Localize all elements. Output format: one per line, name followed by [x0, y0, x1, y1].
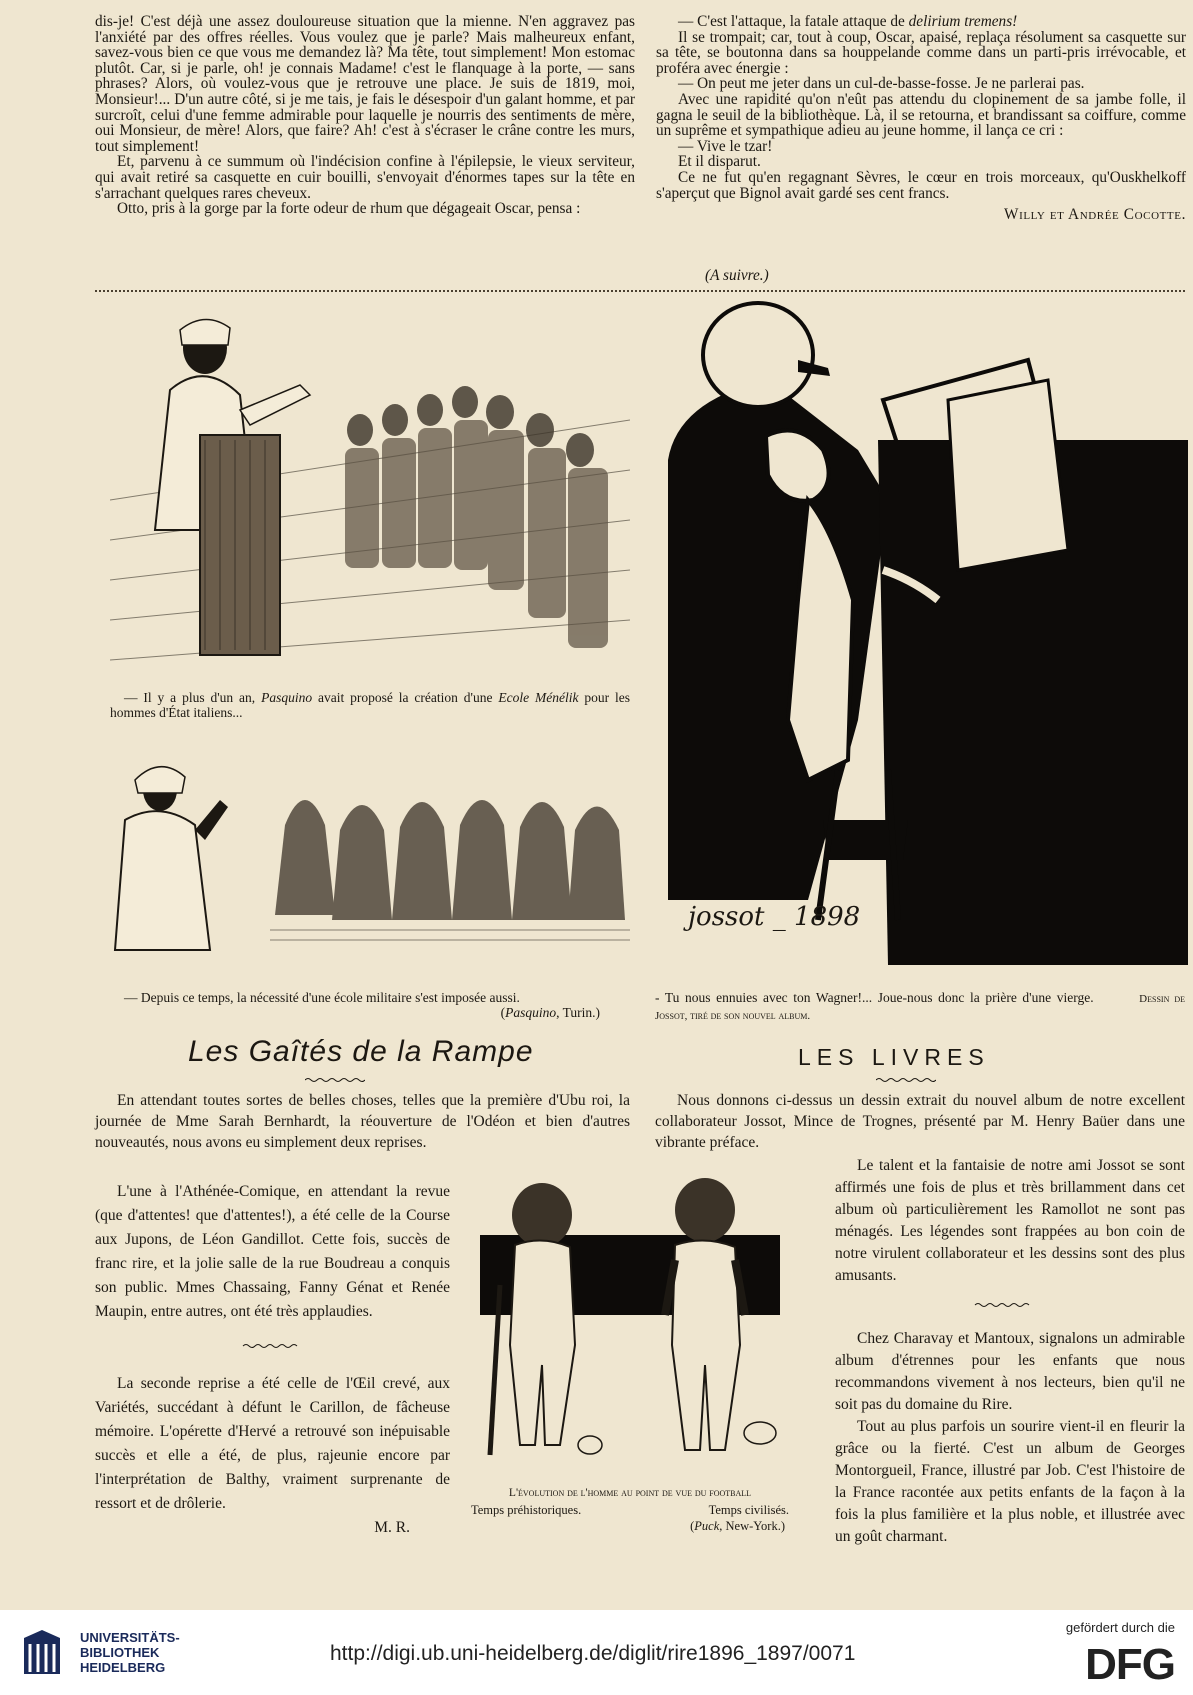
top-left-column	[95, 14, 635, 217]
caption-text: - Tu nous ennuies avec ton Wagner!... Joue-nous donc la prière d'une vierge.	[655, 990, 1094, 1005]
heading-gaites-de-la-rampe: Les Gaîtés de la Rampe	[188, 1035, 534, 1068]
paragraph: En attendant toutes sortes de belles choses, telles que la première d'Ubu roi, la journée de Mme Sarah Bernhardt, la réouverture de l'Odéon et bien d'autres nouveautés, nous avons eu simplement deux reprises.	[95, 1092, 630, 1151]
paragraph: Avec une rapidité qu'on n'eût pas attendu du clopinement de sa jambe folle, il gagna le seuil de la bibliothèque. Là, il se retourna, et brandissant sa coiffure, comme un suprême et sympathique adieu au jeune homme, il lança ce cri :	[656, 90, 1186, 140]
caption-lecture: — Il y a plus d'un an, Pasquino avait proposé la création d'une Ecole Ménélik pour les hommes d'État italiens...	[110, 690, 630, 720]
paragraph: Et il disparut.	[678, 153, 761, 171]
section-divider	[95, 290, 1185, 292]
paragraph: — Vive le tzar!	[678, 137, 773, 155]
top-right-column	[656, 14, 1186, 223]
drawing-credit: Dessin de Jossot, tiré de son nouvel album.	[655, 993, 1185, 1022]
heading-les-livres: LES LIVRES	[798, 1044, 990, 1070]
paragraph: Chez Charavay et Mantoux, signalons un admirable album d'étrennes pour les enfants que nous recommandons vivement à nos lecteurs, bien qu'il ne soit pas du domaine du Rire.	[835, 1330, 1185, 1413]
caption-title: L'évolution de l'homme au point de vue du football	[508, 1487, 752, 1499]
paragraph: La seconde reprise a été celle de l'Œil crevé, aux Variétés, succédant à défunt le Carillon, de fâcheuse mémoire. L'opérette d'Hervé a retrouvé son inépuisable succès et elle a été, de plus, rajeunie encore par l'interprétation de Balthy, vraiment surprenante de ressort et de drôlerie.	[95, 1375, 450, 1512]
source-url-link[interactable]: http://digi.ub.uni-heidelberg.de/diglit/rire1896_1897/0071	[330, 1642, 856, 1665]
decorative-squiggle	[95, 1324, 450, 1364]
caption-football: L'évolution de l'homme au point de vue du football Temps préhistoriques. Temps civilisés. (Puck, New-York.)	[465, 1486, 795, 1533]
paragraph: Otto, pris à la gorge par la forte odeur de rhum que dégageait Oscar, pensa :	[117, 200, 581, 218]
gaites-signature: M. R.	[374, 1519, 410, 1536]
paragraph: Nous donnons ci-dessus un dessin extrait du nouvel album de notre excellent collaborateur Jossot, Mince de Trognes, présenté par M. Henry Baüer dans une vibrante préface.	[655, 1092, 1185, 1151]
artist-signature: jossot _ 1898	[688, 902, 861, 932]
paragraph: Ce ne fut qu'en regagnant Sèvres, le cœur en trois morceaux, qu'Ouskhelkoff s'aperçut que Bignol avait gardé ses cent francs.	[656, 168, 1186, 202]
paragraph: L'une à l'Athénée-Comique, en attendant la revue (que d'attentes! que d'attentes!), a été celle de la Course aux Jupons, de Léon Gandillot. Cette fois, succès de franc rire, et la jolie salle de la rue Boudreau a conquis son public. Mmes Chassaing, Fanny Génat et Renée Maupin, entre autres, ont été très applaudies.	[95, 1183, 450, 1320]
paragraph: Il se trompait; car, tout à coup, Oscar, apaisé, replaça résolument sa casquette sur sa tête, se boutonna dans sa houppelande comme dans un parti-pris irrévocable, et proféra avec énergie :	[656, 28, 1186, 77]
gaites-column	[95, 1180, 450, 1540]
decorative-squiggle	[876, 1077, 936, 1083]
dfg-logo: DFG	[1085, 1640, 1175, 1689]
paragraph: Et, parvenu à ce summum où l'indécision confine à l'épilepsie, le vieux serviteur, qui avait retiré sa casquette en cuir bouilli, s'envoyait d'énormes tapes sur la tête en s'arrachant quelques rares cheveux.	[95, 153, 635, 202]
footer-bar	[0, 1610, 1193, 1695]
illustration-jossot-piano	[648, 300, 1188, 965]
decorative-squiggle	[835, 1287, 1185, 1321]
paragraph: Le talent et la fantaisie de notre ami Jossot se sont affirmés une fois de plus et très brillamment dans cet album où particulièrement les Ramollot ne sont pas ménagés. Les légendes sont frappées au bon coin de notre virulent collaborateur et les dessins sont des plus amusants.	[835, 1157, 1185, 1284]
illustration-football-evolution	[460, 1165, 800, 1475]
paragraph: dis-je! C'est déjà une assez douloureuse situation que la mienne. N'en aggravez pas l'anxiété par des offres réelles. Vous voulez que je parle? Mais malheureux enfant, savez-vous bien ce que vous me demandez là? Ma tête, tout simplement! Mon estomac plutôt. Car, si je parle, oh! je connais Madame! c'est le flanquage à la porte, — sans phrases? Alors, où voulez-vous que je retrouve une place. Je suis de 1819, moi, Monsieur!... D'un autre côté, si je me tais, je fais le désespoir d'un galant homme, et par surcroît, celui d'une femme admirable pour laquelle je nourris des sentiments de mère, oui Monsieur, de mère! Alors, que faire? Ah! c'est à s'écraser le crâne contre les murs, tout simplement!	[95, 13, 635, 155]
funded-by-label: gefördert durch die	[1065, 1620, 1175, 1635]
livres-intro	[655, 1090, 1185, 1153]
illustration-military-school	[110, 755, 630, 955]
caption-military-school: — Depuis ce temps, la nécessité d'une école militaire s'est imposée aussi. (Pasquino, Turin.)	[110, 990, 630, 1020]
paragraph: Tout au plus parfois un sourire vient-il en fleurir la grâce ou la fierté. C'est un album de Georges Montorgueil, France, illustré par Job. C'est l'histoire de la France racontée aux petits enfants de la façon à la fois la plus familière et la plus noble, et illustrée avec un goût charmant.	[835, 1418, 1185, 1545]
gaites-intro	[95, 1090, 630, 1153]
author-signature: Willy et Andrée Cocotte.	[1004, 206, 1186, 224]
to-be-continued: (A suivre.)	[705, 267, 769, 284]
livres-column	[835, 1155, 1185, 1548]
decorative-squiggle	[305, 1077, 365, 1083]
caption-text: — Depuis ce temps, la nécessité d'une école militaire s'est imposée aussi.	[124, 990, 520, 1005]
illustration-lecture	[110, 300, 630, 680]
library-name: UNIVERSITÄTS- BIBLIOTHEK HEIDELBERG	[80, 1630, 180, 1675]
caption-jossot	[655, 990, 1185, 1024]
university-library-logo-icon	[20, 1628, 64, 1678]
dialogue-line: — C'est l'attaque, la fatale attaque de	[678, 13, 909, 30]
caption-right-label: Temps civilisés.	[708, 1503, 789, 1517]
emphasis: delirium tremens!	[908, 13, 1018, 30]
paragraph: — On peut me jeter dans un cul-de-basse-fosse. Je ne parlerai pas.	[678, 75, 1085, 93]
caption-left-label: Temps préhistoriques.	[471, 1503, 582, 1517]
